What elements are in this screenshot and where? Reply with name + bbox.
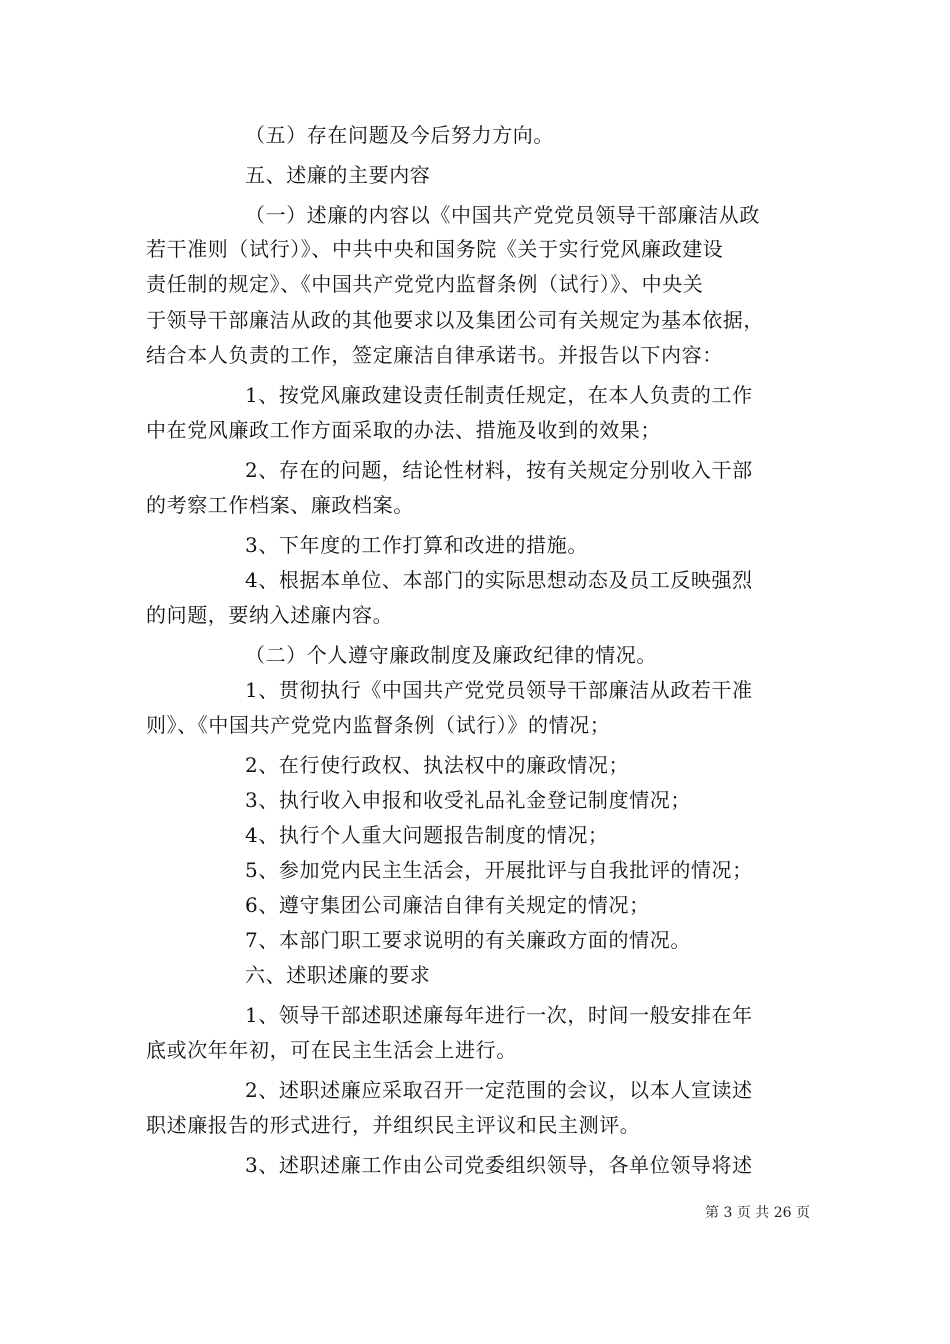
- text-line: 3、执行收入申报和收受礼品礼金登记制度情况；: [245, 788, 691, 812]
- text-line: 1、贯彻执行《中国共产党党员领导干部廉洁从政若干准: [245, 678, 753, 702]
- text-line: 2、述职述廉应采取召开一定范围的会议，以本人宣读述: [245, 1078, 753, 1102]
- text-line: （二）个人遵守廉政制度及廉政纪律的情况。: [245, 643, 657, 667]
- text-line: 1、领导干部述职述廉每年进行一次，时间一般安排在年: [245, 1003, 753, 1027]
- text-line: 于领导干部廉洁从政的其他要求以及集团公司有关规定为基本依据，: [146, 308, 764, 332]
- section-heading: 五、述廉的主要内容: [245, 163, 431, 187]
- page-number-footer: 第 3 页 共 26 页: [705, 1205, 810, 1221]
- text-line: 2、存在的问题，结论性材料，按有关规定分别收入干部: [245, 458, 753, 482]
- text-line: 则》、《中国共产党党内监督条例（试行）》的情况；: [146, 713, 611, 737]
- text-line: （五）存在问题及今后努力方向。: [245, 123, 554, 147]
- section-heading: 六、述职述廉的要求: [245, 963, 431, 987]
- text-line: 结合本人负责的工作，签定廉洁自律承诺书。并报告以下内容：: [146, 343, 723, 367]
- text-line: 4、执行个人重大问题报告制度的情况；: [245, 823, 609, 847]
- text-line: 的考察工作档案、廉政档案。: [146, 493, 414, 517]
- text-line: 责任制的规定》、《中国共产党党内监督条例（试行）》、中央关: [146, 272, 704, 296]
- text-line: 的问题，要纳入述廉内容。: [146, 603, 394, 627]
- text-line: 职述廉报告的形式进行，并组织民主评议和民主测评。: [146, 1113, 641, 1137]
- text-line: 7、本部门职工要求说明的有关廉政方面的情况。: [245, 928, 691, 952]
- text-line: 6、遵守集团公司廉洁自律有关规定的情况；: [245, 893, 650, 917]
- text-line: 3、下年度的工作打算和改进的措施。: [245, 533, 588, 557]
- text-line: 5、参加党内民主生活会，开展批评与自我批评的情况；: [245, 858, 753, 882]
- text-line: 中在党风廉政工作方面采取的办法、措施及收到的效果；: [146, 418, 661, 442]
- text-line: 若干准则（试行）》、中共中央和国务院《关于实行党风廉政建设: [146, 237, 724, 261]
- text-line: 底或次年年初，可在民主生活会上进行。: [146, 1038, 517, 1062]
- text-line: 4、根据本单位、本部门的实际思想动态及员工反映强烈: [245, 568, 753, 592]
- text-line: 2、在行使行政权、执法权中的廉政情况；: [245, 753, 630, 777]
- text-line: 3、述职述廉工作由公司党委组织领导，各单位领导将述: [245, 1153, 753, 1177]
- text-line: （一）述廉的内容以《中国共产党党员领导干部廉洁从政: [245, 203, 760, 227]
- text-line: 1、按党风廉政建设责任制责任规定，在本人负责的工作: [245, 383, 753, 407]
